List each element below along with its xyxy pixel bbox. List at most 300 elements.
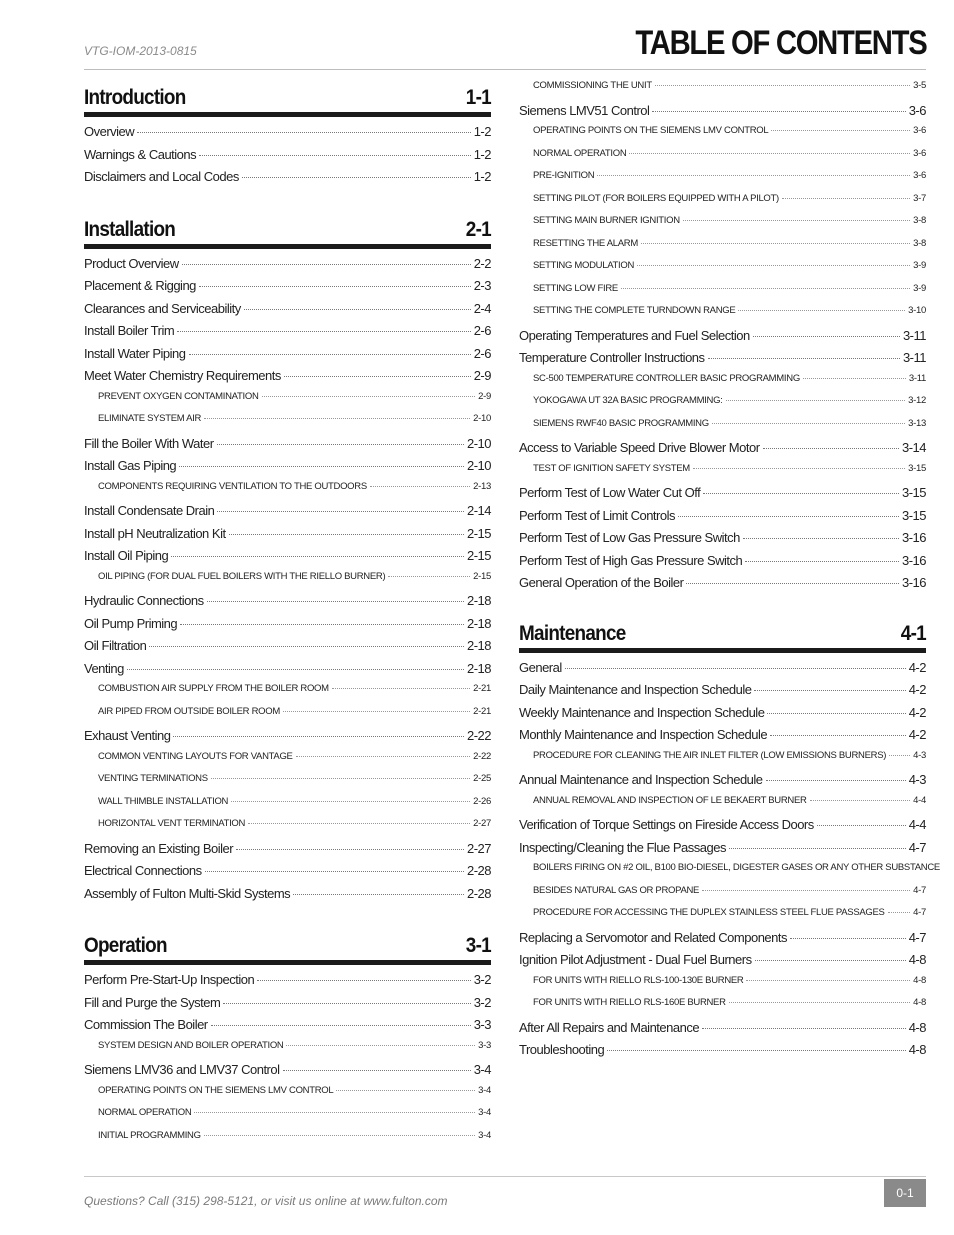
- toc-entry[interactable]: [84, 548, 491, 571]
- toc-entry-page: 4-2: [908, 704, 926, 720]
- section-heading[interactable]: [519, 616, 926, 653]
- toc-entry-page: 4-4: [908, 817, 926, 832]
- toc-entry-label: SETTING PILOT (FOR BOILERS EQUIPPED WITH A PILOT): [533, 192, 779, 204]
- toc-entry-page: 2-18: [466, 660, 491, 676]
- toc-entry-label: SETTING THE COMPLETE TURNDOWN RANGE: [533, 305, 736, 316]
- section-heading[interactable]: [84, 212, 491, 249]
- dot-leader: [702, 1028, 906, 1029]
- toc-entry-label: Placement & Rigging: [84, 278, 196, 293]
- dot-leader: [207, 601, 464, 602]
- toc-entry-label: ANNUAL REMOVAL AND INSPECTION OF LE BEKAERT BURNER: [533, 794, 807, 806]
- toc-entry[interactable]: [84, 346, 491, 369]
- toc-entry[interactable]: [519, 1042, 926, 1065]
- toc-subentry[interactable]: [519, 395, 926, 418]
- dot-leader: [182, 264, 471, 265]
- toc-entry[interactable]: [519, 705, 926, 728]
- toc-entry-label: NORMAL OPERATION: [98, 1107, 192, 1118]
- dot-leader: [771, 130, 910, 131]
- toc-section: [84, 192, 491, 909]
- section-title: Introduction: [84, 86, 186, 109]
- dot-leader: [229, 534, 464, 535]
- toc-entry-page: 3-10: [908, 305, 926, 316]
- toc-entry-label: Troubleshooting: [519, 1042, 605, 1057]
- dot-leader: [296, 756, 471, 757]
- dot-leader: [199, 155, 471, 156]
- section-title: Maintenance: [519, 621, 626, 645]
- toc-entry-label: Operating Temperatures and Fuel Selection: [519, 327, 750, 343]
- toc-entry-page: 3-8: [913, 215, 926, 226]
- dot-leader: [712, 423, 905, 424]
- toc-entry-page: 2-28: [466, 863, 491, 878]
- toc-entry-page: 3-4: [473, 1062, 491, 1077]
- toc-subentry[interactable]: [519, 305, 926, 328]
- toc-entry-page: 4-4: [913, 794, 926, 806]
- toc-entry-label: Install Boiler Trim: [84, 323, 175, 338]
- toc-entry-label: General: [519, 659, 562, 675]
- toc-entry-page: 3-4: [478, 1129, 491, 1141]
- toc-entry-label: Siemens LMV36 and LMV37 Control: [84, 1062, 280, 1077]
- toc-subentry[interactable]: [519, 283, 926, 306]
- dot-leader: [257, 980, 471, 981]
- toc-subentry[interactable]: [519, 125, 926, 148]
- document-id: VTG-IOM-2013-0815: [84, 44, 197, 58]
- toc-entry-page: 2-9: [473, 368, 491, 383]
- footer-contact: Questions? Call (315) 298-5121, or visit us online at www.fulton.com: [84, 1194, 448, 1208]
- toc-subentry[interactable]: [84, 413, 491, 436]
- dot-leader: [655, 85, 910, 86]
- toc-subentry[interactable]: [519, 238, 926, 261]
- section-heading[interactable]: [84, 928, 491, 965]
- toc-entry[interactable]: [519, 660, 926, 683]
- toc-entry-label: Annual Maintenance and Inspection Schedule: [519, 772, 763, 787]
- dot-leader: [889, 755, 910, 756]
- toc-entry[interactable]: [84, 841, 491, 864]
- toc-entry[interactable]: [519, 952, 926, 975]
- toc-entry[interactable]: [519, 530, 926, 553]
- toc-entry-label: Electrical Connections: [84, 863, 202, 878]
- toc-entry[interactable]: [84, 124, 491, 147]
- toc-entry-page: 4-2: [908, 659, 926, 675]
- toc-entry[interactable]: [84, 503, 491, 526]
- toc-subentry[interactable]: [84, 796, 491, 819]
- dot-leader: [283, 1070, 471, 1071]
- toc-entry-label: Install Oil Piping: [84, 548, 169, 563]
- section-spacer: [84, 192, 491, 212]
- toc-entry[interactable]: [84, 886, 491, 909]
- toc-entry-page: 2-15: [473, 570, 491, 582]
- dot-leader: [180, 624, 464, 625]
- section-heading[interactable]: [84, 80, 491, 117]
- dot-leader: [217, 511, 464, 512]
- toc-entry-label: Weekly Maintenance and Inspection Schedule: [519, 704, 765, 720]
- section-title: Installation: [84, 217, 176, 241]
- toc-entry-label: Ignition Pilot Adjustment - Dual Fuel Burners: [519, 952, 752, 967]
- toc-entry[interactable]: [84, 863, 491, 886]
- toc-entry-page: 3-13: [908, 417, 926, 429]
- toc-entry-page: 3-4: [478, 1107, 491, 1118]
- toc-entry-page: 3-6: [913, 147, 926, 159]
- toc-subentry[interactable]: [519, 260, 926, 283]
- toc-entry-label: Oil Filtration: [84, 638, 147, 653]
- toc-entry-label: Oil Pump Priming: [84, 615, 178, 631]
- toc-entry-label: SETTING MODULATION: [533, 260, 635, 271]
- toc-entry[interactable]: [519, 103, 926, 126]
- dot-leader: [703, 493, 899, 494]
- toc-entry[interactable]: [84, 593, 491, 616]
- toc-subentry[interactable]: [519, 418, 926, 441]
- toc-entry-page: 3-8: [913, 237, 926, 249]
- toc-entry-label: Install Water Piping: [84, 345, 186, 361]
- toc-entry[interactable]: [519, 840, 926, 863]
- toc-entry-page: 2-27: [466, 840, 491, 856]
- toc-entry-label: NORMAL OPERATION: [533, 147, 627, 159]
- toc-entry[interactable]: [84, 278, 491, 301]
- toc-subentry[interactable]: [84, 481, 491, 504]
- toc-entry-label: INITIAL PROGRAMMING: [98, 1129, 201, 1141]
- dot-leader: [248, 823, 470, 824]
- toc-entry-page: 2-2: [473, 255, 491, 271]
- toc-subentry[interactable]: [519, 170, 926, 193]
- toc-entry-page: 4-7: [913, 907, 926, 918]
- dot-leader: [231, 801, 470, 802]
- toc-entry[interactable]: [519, 727, 926, 750]
- toc-entry-label: SC-500 TEMPERATURE CONTROLLER BASIC PROGRAMMING: [533, 372, 800, 384]
- dot-leader: [767, 713, 905, 714]
- toc-entry[interactable]: [519, 553, 926, 576]
- toc-entry-page: 3-16: [901, 575, 926, 590]
- toc-entry-page: 1-2: [473, 124, 491, 139]
- toc-entry[interactable]: [519, 1020, 926, 1043]
- dot-leader: [790, 938, 906, 939]
- toc-subentry[interactable]: [84, 571, 491, 594]
- dot-leader: [763, 448, 899, 449]
- toc-entry-label: SETTING MAIN BURNER IGNITION: [533, 215, 680, 226]
- toc-entry-label: HORIZONTAL VENT TERMINATION: [98, 818, 246, 829]
- toc-entry[interactable]: [84, 368, 491, 391]
- toc-entry[interactable]: [84, 256, 491, 279]
- dot-leader: [770, 735, 906, 736]
- toc-entry-label: COMBUSTION AIR SUPPLY FROM THE BOILER ROOM: [98, 683, 329, 694]
- toc-entry[interactable]: [519, 682, 926, 705]
- toc-entry[interactable]: [519, 485, 926, 508]
- dot-leader: [729, 848, 906, 849]
- toc-subentry[interactable]: [84, 391, 491, 414]
- dot-leader: [211, 1025, 471, 1026]
- toc-entry-label: Meet Water Chemistry Requirements: [84, 368, 281, 383]
- toc-subentry[interactable]: [519, 750, 926, 773]
- toc-subentry[interactable]: [519, 862, 940, 885]
- toc-subentry[interactable]: [519, 148, 926, 171]
- toc-entry-page: 2-15: [466, 525, 491, 541]
- toc-entry-label: PREVENT OXYGEN CONTAMINATION: [98, 390, 259, 402]
- dot-leader: [173, 736, 464, 737]
- section-page: 2-1: [465, 217, 491, 241]
- toc-entry[interactable]: [519, 772, 926, 795]
- dot-leader: [693, 468, 905, 469]
- toc-entry-page: 1-2: [473, 169, 491, 184]
- dot-leader: [262, 396, 476, 397]
- toc-entry[interactable]: [519, 575, 926, 598]
- toc-entry-label: BOILERS FIRING ON #2 OIL, B100 BIO-DIESEL, DIGESTER GASES OR ANY OTHER SUBSTANCE: [533, 862, 940, 873]
- toc-entry-label: Assembly of Fulton Multi-Skid Systems: [84, 885, 291, 901]
- dot-leader: [177, 331, 471, 332]
- toc-entry[interactable]: [519, 328, 926, 351]
- toc-entry-page: 2-25: [473, 773, 491, 784]
- toc-entry-page: 2-21: [473, 705, 491, 717]
- dot-leader: [388, 576, 470, 577]
- toc-subentry[interactable]: [519, 463, 926, 486]
- dot-leader: [244, 309, 471, 310]
- toc-entry-label: Fill and Purge the System: [84, 994, 221, 1010]
- toc-entry-page: 4-8: [913, 974, 926, 986]
- section-page: 4-1: [900, 621, 926, 645]
- toc-subentry[interactable]: [519, 795, 926, 818]
- toc-entry-page: 2-21: [473, 683, 491, 694]
- dot-leader: [236, 849, 464, 850]
- toc-entry-page: 3-2: [473, 972, 491, 987]
- toc-entry-page: 2-22: [466, 728, 491, 743]
- toc-entry-page: 4-3: [913, 749, 926, 761]
- toc-entry[interactable]: [84, 147, 491, 170]
- toc-entry-page: 4-7: [908, 929, 926, 945]
- toc-entry-label: Inspecting/Cleaning the Flue Passages: [519, 839, 726, 855]
- toc-entry-page: 3-16: [901, 530, 926, 545]
- dot-leader: [683, 220, 910, 221]
- toc-entry[interactable]: [84, 972, 491, 995]
- toc-subentry[interactable]: [519, 80, 926, 103]
- toc-entry-page: 2-6: [473, 345, 491, 361]
- dot-leader: [137, 132, 471, 133]
- dot-leader: [242, 177, 471, 178]
- dot-leader: [189, 354, 471, 355]
- dot-leader: [726, 400, 906, 401]
- toc-entry-page: 3-6: [913, 170, 926, 181]
- toc-entry[interactable]: [84, 526, 491, 549]
- dot-leader: [621, 288, 910, 289]
- toc-entry-label: Removing an Existing Boiler: [84, 840, 234, 856]
- dot-leader: [729, 1002, 910, 1003]
- toc-entry-page: 2-10: [473, 413, 491, 424]
- toc-entry-page: 2-3: [473, 278, 491, 293]
- toc-entry-label: Disclaimers and Local Codes: [84, 169, 239, 184]
- toc-entry-label: OPERATING POINTS ON THE SIEMENS LMV CONTROL: [98, 1084, 334, 1096]
- toc-entry-page: 4-7: [913, 884, 926, 896]
- toc-subentry[interactable]: [84, 1130, 491, 1153]
- page-number-badge: 0-1: [884, 1179, 926, 1207]
- dot-leader: [332, 688, 470, 689]
- dot-leader: [565, 668, 906, 669]
- toc-entry-label: FOR UNITS WITH RIELLO RLS-160E BURNER: [533, 997, 726, 1008]
- dot-leader: [810, 800, 911, 801]
- toc-entry-page: 3-9: [913, 260, 926, 271]
- toc-entry-page: 2-27: [473, 818, 491, 829]
- toc-entry-page: 2-10: [466, 458, 491, 473]
- dot-leader: [217, 444, 464, 445]
- dot-leader: [652, 111, 905, 112]
- section-spacer: [84, 908, 491, 928]
- toc-entry-page: 4-2: [908, 682, 926, 697]
- toc-entry-label: TEST OF IGNITION SAFETY SYSTEM: [533, 462, 690, 474]
- toc-entry[interactable]: [84, 995, 491, 1018]
- toc-right-column: [519, 80, 940, 1065]
- toc-entry[interactable]: [84, 728, 491, 751]
- dot-leader: [755, 960, 906, 961]
- dot-leader: [702, 890, 910, 891]
- toc-entry[interactable]: [519, 930, 926, 953]
- toc-entry-page: 3-9: [913, 282, 926, 294]
- toc-subentry[interactable]: [519, 215, 926, 238]
- dot-leader: [708, 358, 900, 359]
- toc-entry-label: Commission The Boiler: [84, 1017, 208, 1032]
- toc-entry[interactable]: [519, 817, 926, 840]
- toc-entry-page: 2-6: [473, 323, 491, 338]
- toc-entry[interactable]: [84, 661, 491, 684]
- toc-entry-page: 2-14: [466, 503, 491, 518]
- dot-leader: [149, 646, 464, 647]
- toc-entry[interactable]: [519, 440, 926, 463]
- toc-entry-page: 2-15: [466, 548, 491, 563]
- toc-left-column: [84, 80, 491, 1152]
- toc-subentry[interactable]: [84, 706, 491, 729]
- toc-entry-label: Fill the Boiler With Water: [84, 435, 214, 451]
- dot-leader: [743, 538, 899, 539]
- toc-entry-label: Perform Test of High Gas Pressure Switch: [519, 552, 743, 568]
- toc-entry-page: 3-14: [901, 440, 926, 455]
- toc-entry[interactable]: [84, 323, 491, 346]
- dot-leader: [204, 418, 470, 419]
- dot-leader: [782, 198, 910, 199]
- toc-entry-label: Monthly Maintenance and Inspection Schedule: [519, 727, 768, 742]
- dot-leader: [205, 871, 464, 872]
- toc-entry[interactable]: [84, 169, 491, 192]
- toc-entry-label: Siemens LMV51 Control: [519, 102, 650, 118]
- toc-entry-label: AIR PIPED FROM OUTSIDE BOILER ROOM: [98, 705, 280, 717]
- toc-subentry[interactable]: [84, 1040, 491, 1063]
- toc-entry-page: 3-11: [902, 350, 926, 365]
- toc-entry-page: 2-18: [466, 593, 491, 608]
- dot-leader: [629, 153, 910, 154]
- toc-entry-label: Verification of Torque Settings on Fireside Access Doors: [519, 817, 814, 832]
- toc-subentry[interactable]: [519, 885, 926, 908]
- toc-entry-label: SIEMENS RWF40 BASIC PROGRAMMING: [533, 417, 709, 429]
- toc-entry-label: Perform Test of Limit Controls: [519, 507, 675, 523]
- toc-entry-label: SETTING LOW FIRE: [533, 282, 618, 294]
- dot-leader: [336, 1090, 475, 1091]
- toc-entry-label: Warnings & Cautions: [84, 146, 197, 162]
- dot-leader: [171, 556, 464, 557]
- toc-entry-page: 4-7: [908, 839, 926, 855]
- toc-entry[interactable]: [84, 436, 491, 459]
- section-page: 1-1: [465, 86, 491, 109]
- toc-entry-page: 3-11: [902, 327, 926, 343]
- toc-entry-label: VENTING TERMINATIONS: [98, 773, 208, 784]
- dot-leader: [766, 780, 906, 781]
- toc-subentry[interactable]: [84, 683, 491, 706]
- toc-entry-label: Hydraulic Connections: [84, 593, 204, 608]
- toc-subentry[interactable]: [84, 751, 491, 774]
- toc-entry-label: Overview: [84, 124, 135, 139]
- header-rule: [84, 69, 926, 70]
- dot-leader: [641, 243, 910, 244]
- toc-entry-label: RESETTING THE ALARM: [533, 237, 638, 249]
- toc-entry-page: 2-9: [478, 390, 491, 402]
- toc-entry[interactable]: [84, 458, 491, 481]
- toc-subentry[interactable]: [519, 193, 926, 216]
- toc-entry-label: SYSTEM DESIGN AND BOILER OPERATION: [98, 1039, 284, 1051]
- toc-entry-label: Install Gas Piping: [84, 458, 177, 473]
- toc-entry-label: General Operation of the Boiler: [519, 575, 684, 590]
- toc-entry-label: Install Condensate Drain: [84, 503, 215, 518]
- toc-entry-label: Temperature Controller Instructions: [519, 350, 705, 365]
- toc-entry-label: WALL THIMBLE INSTALLATION: [98, 795, 229, 807]
- toc-entry-label: Venting: [84, 660, 124, 676]
- toc-entry[interactable]: [84, 638, 491, 661]
- toc-entry-label: Daily Maintenance and Inspection Schedule: [519, 682, 752, 697]
- toc-subentry[interactable]: [84, 1085, 491, 1108]
- toc-entry-label: Exhaust Venting: [84, 728, 171, 743]
- toc-entry-page: 4-2: [908, 727, 926, 742]
- toc-entry-label: Replacing a Servomotor and Related Components: [519, 929, 788, 945]
- toc-subentry[interactable]: [84, 773, 491, 796]
- toc-entry-page: 2-4: [473, 300, 491, 316]
- toc-section: [519, 598, 940, 1065]
- dot-leader: [199, 286, 471, 287]
- toc-entry[interactable]: [84, 301, 491, 324]
- toc-entry[interactable]: [84, 1017, 491, 1040]
- toc-entry-page: 3-6: [908, 102, 926, 118]
- toc-entry[interactable]: [84, 1062, 491, 1085]
- dot-leader: [127, 669, 464, 670]
- toc-subentry[interactable]: [519, 907, 926, 930]
- toc-entry[interactable]: [519, 508, 926, 531]
- toc-entry-page: 3-15: [901, 485, 926, 500]
- toc-entry-label: Clearances and Serviceability: [84, 300, 241, 316]
- toc-subentry[interactable]: [519, 975, 926, 998]
- toc-entry-page: 3-16: [901, 552, 926, 568]
- toc-entry-page: 2-28: [466, 885, 491, 901]
- toc-entry-page: 2-18: [466, 638, 491, 653]
- toc-entry-page: 2-13: [473, 480, 491, 492]
- toc-entry-label: FOR UNITS WITH RIELLO RLS-100-130E BURNER: [533, 974, 744, 986]
- footer-rule: [84, 1176, 926, 1177]
- toc-subentry[interactable]: [519, 373, 926, 396]
- toc-subentry[interactable]: [84, 818, 491, 841]
- dot-leader: [284, 376, 471, 377]
- toc-entry[interactable]: [519, 350, 926, 373]
- toc-entry-page: 2-22: [473, 750, 491, 762]
- toc-entry-page: 3-2: [473, 994, 491, 1010]
- toc-entry-label: OPERATING POINTS ON THE SIEMENS LMV CONTROL: [533, 125, 769, 136]
- toc-subentry[interactable]: [519, 997, 926, 1020]
- toc-entry-page: 4-8: [913, 997, 926, 1008]
- toc-subentry[interactable]: [84, 1107, 491, 1130]
- dot-leader: [370, 486, 470, 487]
- toc-entry-page: 4-3: [908, 772, 926, 787]
- toc-section: [84, 908, 491, 1152]
- toc-entry-label: Perform Test of Low Water Cut Off: [519, 485, 701, 500]
- dot-leader: [745, 561, 899, 562]
- dot-leader: [686, 583, 899, 584]
- toc-entry-label: COMMON VENTING LAYOUTS FOR VANTAGE: [98, 750, 293, 762]
- dot-leader: [678, 516, 899, 517]
- toc-entry-label: PRE-IGNITION: [533, 170, 595, 181]
- toc-entry-label: ELIMINATE SYSTEM AIR: [98, 413, 202, 424]
- toc-entry-label: Perform Pre-Start-Up Inspection: [84, 972, 255, 987]
- toc-entry-page: 2-26: [473, 795, 491, 807]
- toc-entry-page: 4-8: [908, 952, 926, 967]
- toc-entry[interactable]: [84, 616, 491, 639]
- section-spacer: [519, 598, 926, 616]
